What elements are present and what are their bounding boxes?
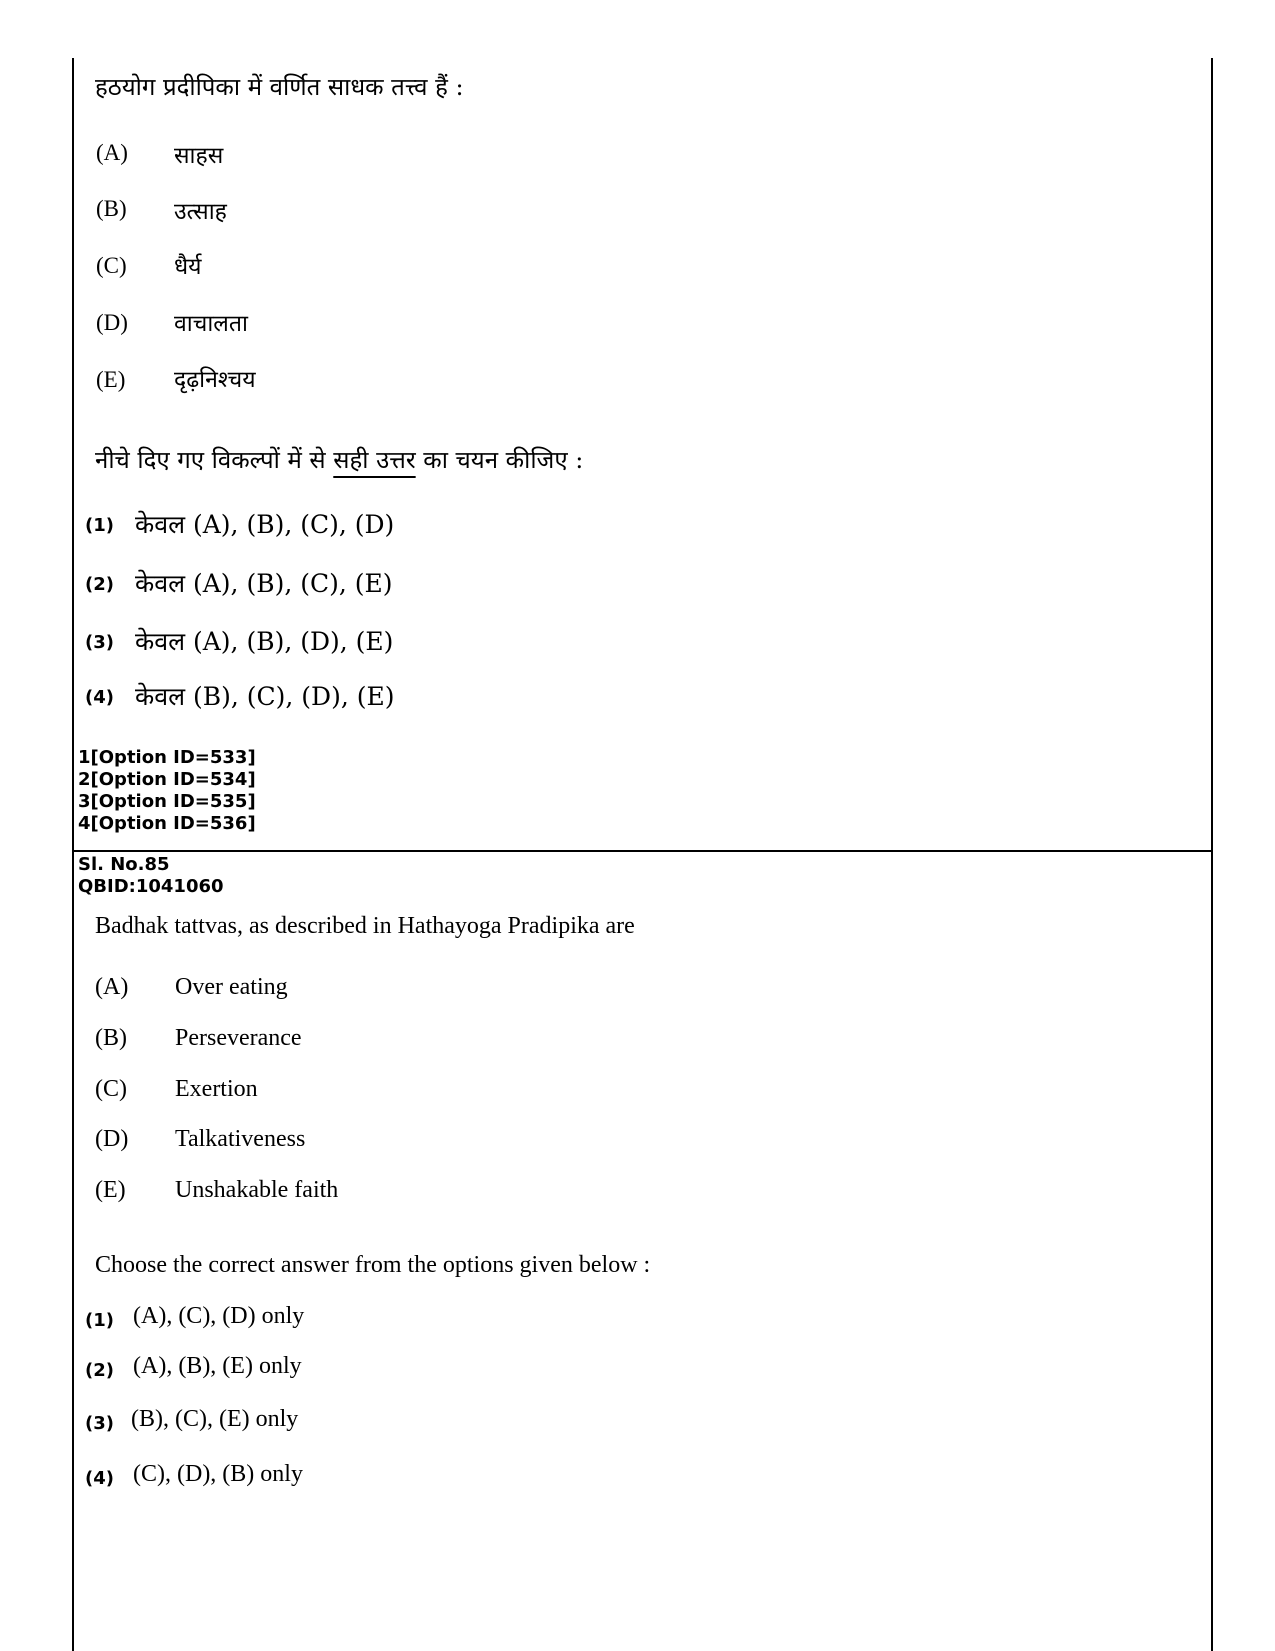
item-text: Unshakable faith — [175, 1177, 339, 1203]
item-text: दृढ़निश्चय — [174, 367, 256, 393]
question-bank-id: QBID:1041060 — [78, 876, 224, 897]
item-letter: (E) — [96, 367, 126, 392]
item-text: Talkativeness — [175, 1126, 306, 1152]
item-letter: (D) — [96, 310, 128, 335]
option-text: केवल (A), (B), (C), (E) — [135, 569, 393, 598]
question-stem-hindi: हठयोग प्रदीपिका में वर्णित साधक तत्त्व हैं : — [95, 73, 464, 101]
item-text: Exertion — [175, 1076, 258, 1102]
item-text: वाचालता — [174, 311, 248, 337]
item-letter: (B) — [95, 1025, 127, 1051]
page-border-left — [72, 58, 74, 1651]
item-letter: (A) — [95, 974, 129, 1000]
option-number: (1) — [85, 515, 114, 536]
item-letter: (C) — [96, 253, 127, 278]
option-number: (2) — [85, 1360, 114, 1381]
item-letter: (D) — [95, 1126, 129, 1152]
instruction-text: का चयन कीजिए : — [415, 446, 584, 474]
option-text: केवल (A), (B), (D), (E) — [135, 627, 394, 656]
option-id: 3[Option ID=535] — [78, 791, 256, 812]
option-id: 1[Option ID=533] — [78, 747, 256, 768]
option-text: (A), (C), (D) only — [133, 1303, 305, 1329]
item-letter: (B) — [96, 196, 127, 221]
instruction-english: Choose the correct answer from the options given below : — [95, 1252, 651, 1278]
option-id: 4[Option ID=536] — [78, 813, 256, 834]
instruction-hindi — [95, 443, 583, 476]
item-letter: (C) — [95, 1076, 127, 1102]
option-number: (3) — [85, 632, 114, 653]
item-text: धैर्य — [174, 254, 202, 280]
question-stem-english: Badhak tattvas, as described in Hathayoga Pradipika are — [95, 913, 635, 939]
item-text: साहस — [174, 143, 224, 169]
item-text: Over eating — [175, 974, 288, 1000]
item-letter: (E) — [95, 1177, 126, 1203]
instruction-underlined-text: सही उत्तर — [333, 446, 416, 474]
item-text: Perseverance — [175, 1025, 302, 1051]
option-number: (4) — [85, 1468, 114, 1489]
page-border-right — [1211, 58, 1213, 1651]
item-text: उत्साह — [174, 199, 227, 225]
option-number: (4) — [85, 687, 114, 708]
option-text: केवल (B), (C), (D), (E) — [135, 682, 395, 711]
option-number: (1) — [85, 1310, 114, 1331]
option-id: 2[Option ID=534] — [78, 769, 256, 790]
instruction-text: नीचे दिए गए विकल्पों में से — [95, 446, 334, 474]
item-letter: (A) — [96, 140, 128, 165]
question-divider — [72, 850, 1213, 852]
option-text: (C), (D), (B) only — [133, 1461, 303, 1487]
option-number: (2) — [85, 574, 114, 595]
option-text: (B), (C), (E) only — [131, 1406, 299, 1432]
option-number: (3) — [85, 1413, 114, 1434]
option-text: केवल (A), (B), (C), (D) — [135, 510, 395, 539]
option-text: (A), (B), (E) only — [133, 1353, 302, 1379]
serial-number: Sl. No.85 — [78, 854, 170, 875]
